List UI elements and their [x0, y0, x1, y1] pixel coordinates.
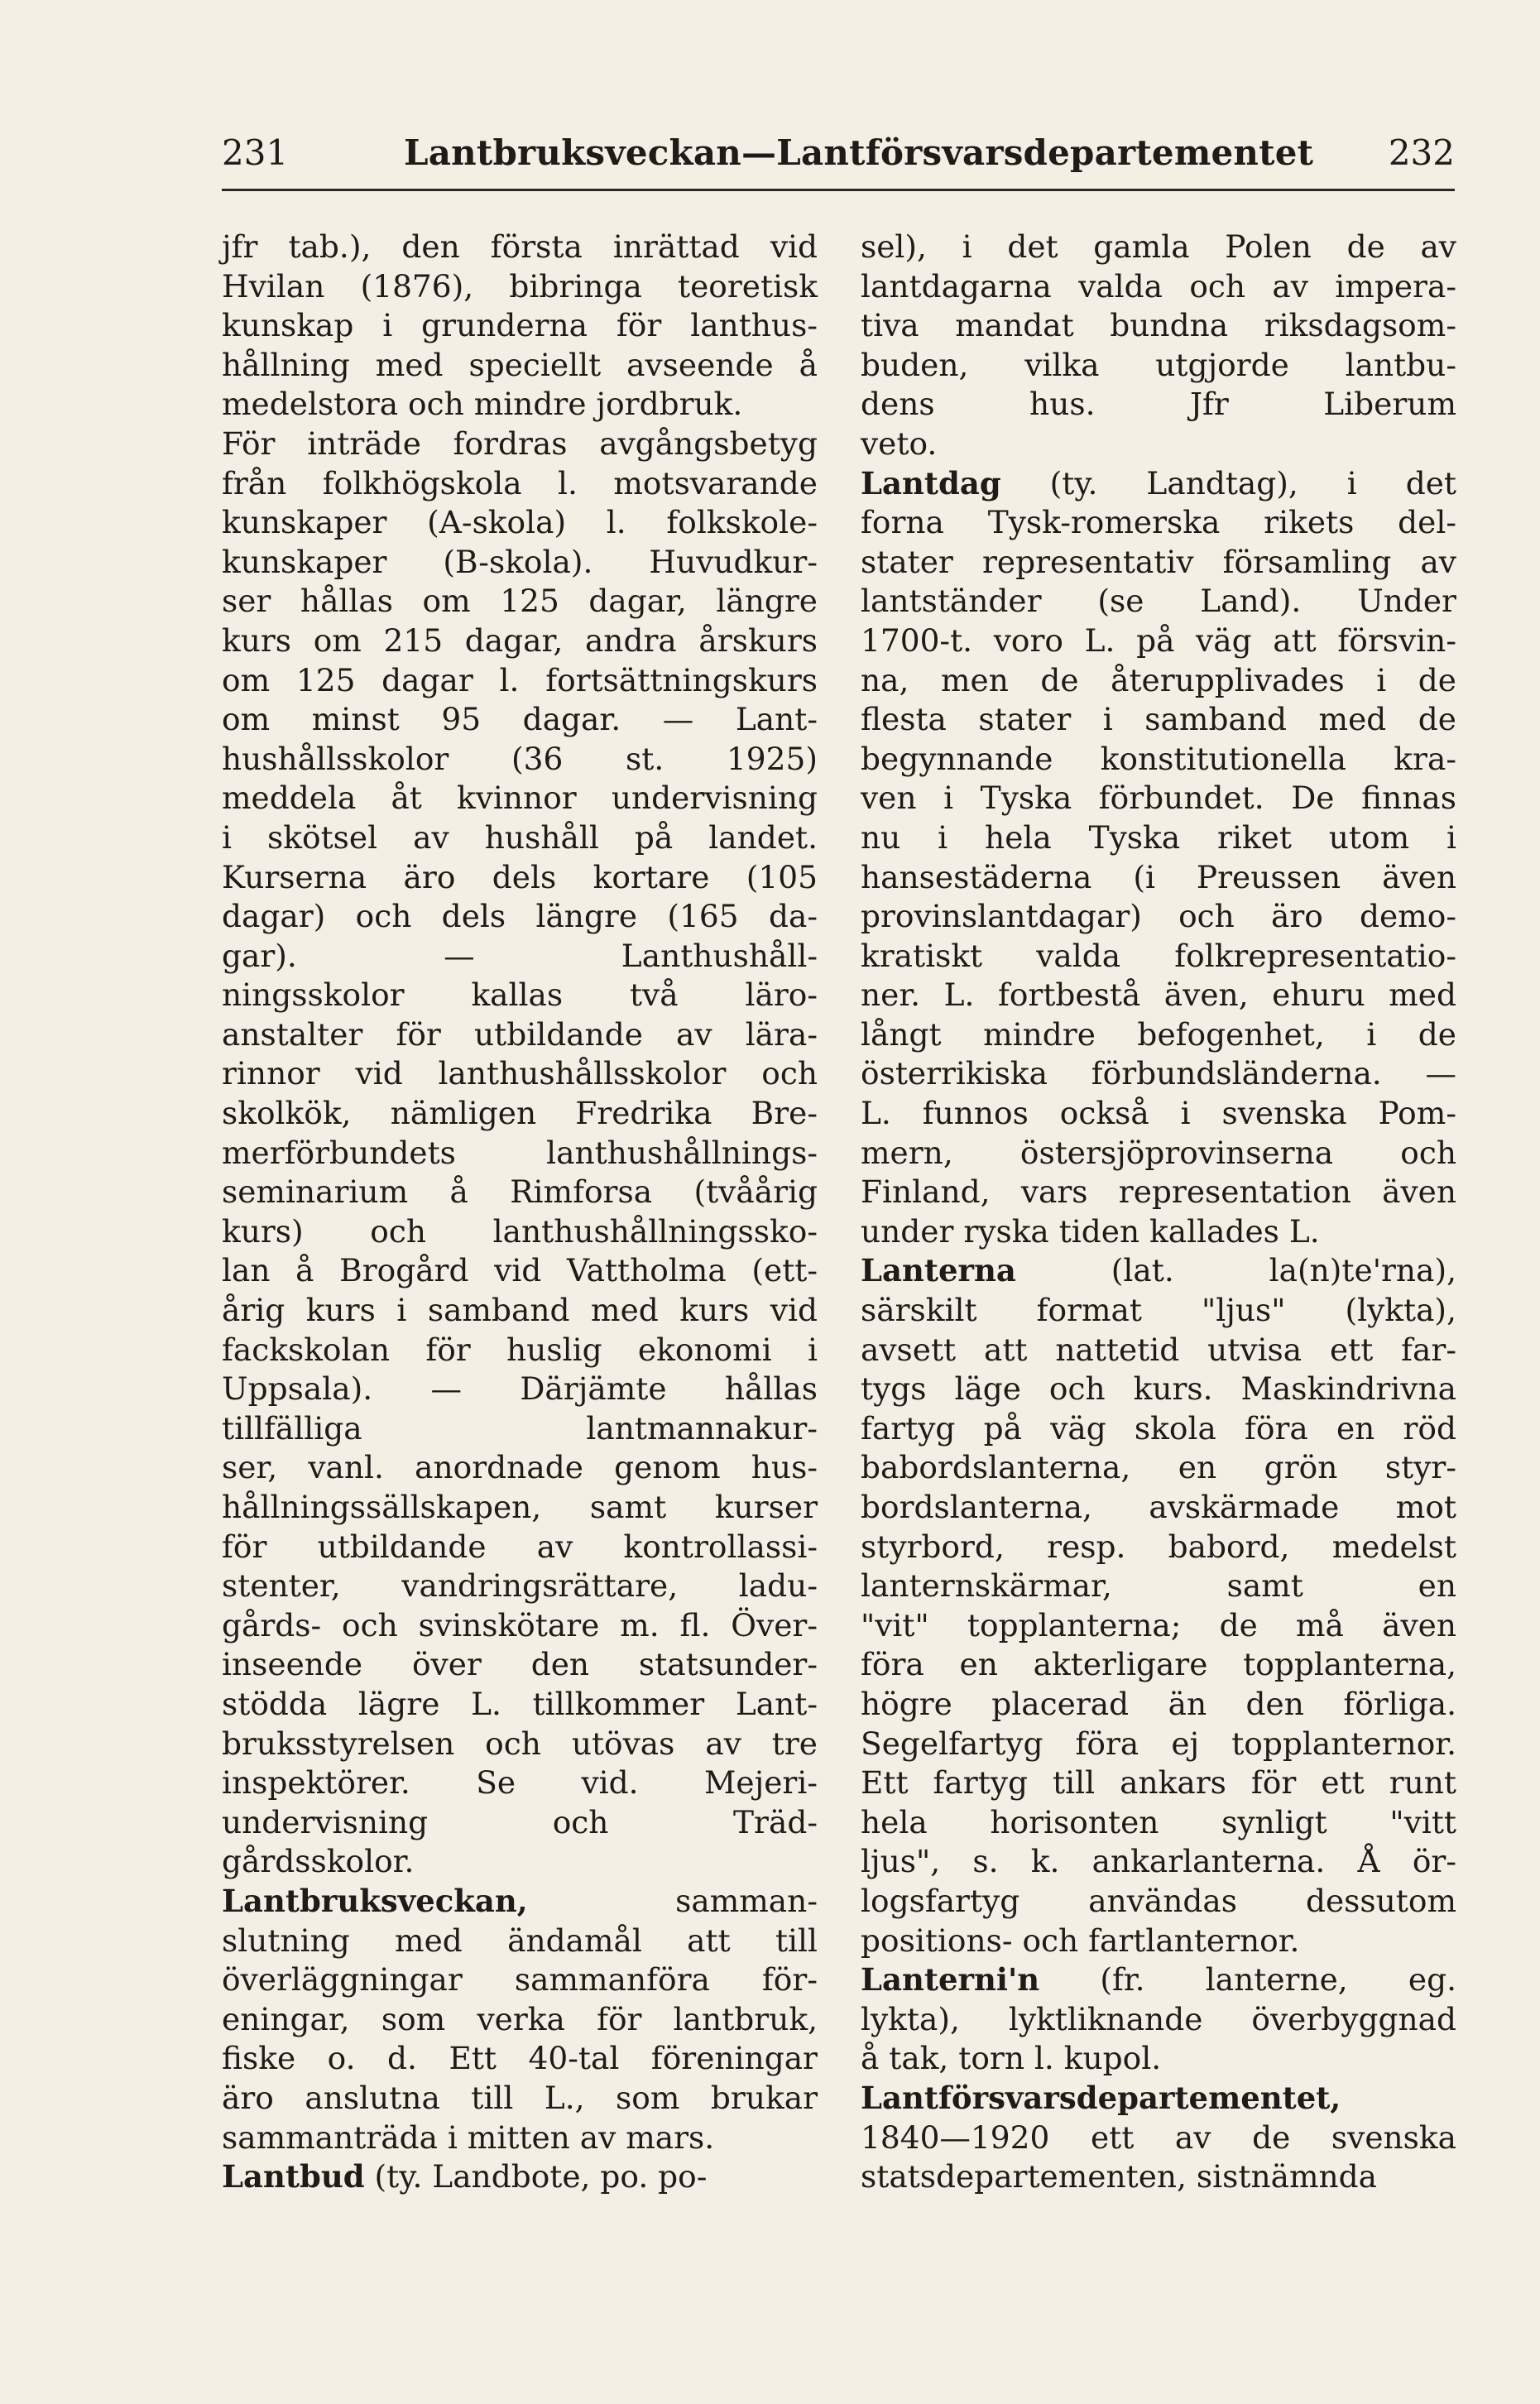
running-header — [222, 132, 1455, 190]
text-line: dagar) och dels längre (165 da- — [222, 898, 818, 935]
text-line: Uppsala). — Därjämte hållas — [222, 1370, 818, 1408]
text-line: föra en akterligare topplanterna, — [861, 1646, 1456, 1683]
text-line: avsett att nattetid utvisa ett far- — [861, 1331, 1456, 1368]
text-line: inspektörer. Se vid. Mejeri- — [222, 1764, 818, 1802]
text-line: för utbildande av kontrollassi- — [222, 1528, 818, 1565]
right-column — [861, 228, 1456, 2197]
text-line: seminarium å Rimforsa (tvåårig — [222, 1173, 818, 1211]
text-line: stenter, vandringsrättare, ladu- — [222, 1567, 818, 1605]
text-line: L. funnos också i svenska Pom- — [861, 1095, 1456, 1132]
text-line: Kurserna äro dels kortare (105 — [222, 858, 818, 895]
text-line: kurs om 215 dagar, andra årskurs — [222, 621, 818, 659]
text-line: styrbord, resp. babord, medelst — [861, 1528, 1456, 1565]
text-line: österrikiska förbundsländerna. — — [861, 1055, 1456, 1092]
text-line: lantständer (se Land). Under — [861, 583, 1456, 620]
text-line: ningsskolor kallas två läro- — [222, 976, 818, 1014]
text-line: långt mindre befogenhet, i de — [861, 1015, 1456, 1053]
text-line — [861, 2079, 1456, 2118]
text-line: forna Tysk-romerska rikets del- — [861, 504, 1456, 541]
text-line: Lanterna (lat. la(n)te'rna), — [861, 1252, 1456, 1289]
text-line: Lantbruksveckan, samman- — [222, 1882, 818, 1919]
text-line: högre placerad än den förliga. — [861, 1685, 1456, 1722]
text-line: inseende över den statsunder- — [222, 1646, 818, 1683]
text-line: sel), i det gamla Polen de av — [861, 228, 1456, 265]
text-line: lantdagarna valda och av impera- — [861, 267, 1456, 305]
text-line: lykta), lyktliknande överbyggnad — [861, 2000, 1456, 2037]
text-line: mern, östersjöprovinserna och — [861, 1134, 1456, 1171]
text-line: Segelfartyg föra ej topplanternor. — [861, 1725, 1456, 1762]
text-line: Lanterni'n (fr. lanterne, eg. — [861, 1961, 1456, 1999]
text-line: rinnor vid lanthushållsskolor och — [222, 1055, 818, 1092]
text-line: statsdepartementen, sistnämnda — [861, 2158, 1378, 2195]
text-line: hållningssällskapen, samt kurser — [222, 1489, 818, 1525]
text-line: stödda lägre L. tillkommer Lant- — [222, 1685, 818, 1722]
text-line: flesta stater i samband med de — [861, 701, 1456, 738]
text-line: kratiskt valda folkrepresentatio- — [861, 937, 1456, 974]
text-line: ser hållas om 125 dagar, längre — [222, 583, 818, 620]
text-line: bruksstyrelsen och utövas av tre — [222, 1725, 818, 1762]
text-line: meddela åt kvinnor undervisning — [222, 780, 818, 817]
text-line: gårdsskolor. — [222, 1843, 415, 1880]
text-line: ljus", s. k. ankarlanterna. Å ör- — [861, 1843, 1456, 1880]
text-line: under ryska tiden kallades L. — [861, 1212, 1320, 1250]
running-title: Lantbruksveckan—Lantförsvarsdepartementet — [404, 132, 1314, 173]
text-line: Lantdag (ty. Landtag), i det — [861, 464, 1456, 501]
text-line: kunskaper (B-skola). Huvudkur- — [222, 543, 818, 580]
text-line: fiske o. d. Ett 40-tal föreningar — [222, 2040, 818, 2077]
text-line: äro anslutna till L., som brukar — [222, 2079, 818, 2116]
text-line: hansestäderna (i Preussen även — [861, 858, 1456, 895]
text-line: hushållsskolor (36 st. 1925) — [222, 740, 818, 777]
text-line: ner. L. fortbestå även, ehuru med — [861, 976, 1456, 1014]
text-line: årig kurs i samband med kurs vid — [222, 1292, 818, 1329]
text-line: å tak, torn l. kupol. — [861, 2040, 1162, 2077]
text-line: anstalter för utbildande av lära- — [222, 1015, 818, 1053]
text-line: babordslanterna, en grön styr- — [861, 1449, 1456, 1486]
text-line: gårds- och svinskötare m. fl. Över- — [222, 1606, 818, 1643]
text-line: medelstora och mindre jordbruk. — [222, 386, 743, 423]
headword: Lantbud — [222, 2158, 365, 2195]
text-line: ven i Tyska förbundet. De finnas — [861, 780, 1456, 817]
headword: Lanterni'n — [861, 1961, 1040, 1999]
text-line: logsfartyg användas dessutom — [861, 1882, 1456, 1919]
text-line: undervisning och Träd- — [222, 1803, 818, 1840]
text-line: provinslantdagar) och äro demo- — [861, 898, 1456, 935]
headword: Lantdag — [861, 464, 1001, 501]
text-line: eningar, som verka för lantbruk, — [222, 2000, 818, 2037]
text-line: Finland, vars representation även — [861, 1173, 1456, 1211]
headword: Lanterna — [861, 1252, 1016, 1289]
text-line: lan å Brogård vid Vattholma (ett- — [222, 1252, 818, 1289]
left-column — [222, 228, 818, 2197]
text-line: ser, vanl. anordnade genom hus- — [222, 1449, 818, 1486]
left-page-number: 231 — [222, 132, 289, 173]
text-line: na, men de återupplivades i de — [861, 661, 1456, 698]
text-line: "vit" topplanterna; de må även — [861, 1606, 1456, 1643]
text-line: tygs läge och kurs. Maskindrivna — [861, 1370, 1456, 1408]
text-line: tiva mandat bundna riksdagsom- — [861, 307, 1456, 344]
text-line: slutning med ändamål att till — [222, 1922, 818, 1959]
text-line: kunskaper (A-skola) l. folkskole- — [222, 504, 818, 541]
text-line: lanternskärmar, samt en — [861, 1567, 1456, 1605]
headword: Lantbruksveckan, — [222, 1882, 528, 1919]
text-line: Ett fartyg till ankars för ett runt — [861, 1764, 1456, 1802]
text-line: hållning med speciellt avseende å — [222, 346, 818, 383]
text-line: 1700-t. voro L. på väg att försvin- — [861, 621, 1456, 659]
text-line: tillfälliga lantmannakur- — [222, 1409, 818, 1447]
text-line: särskilt format "ljus" (lykta), — [861, 1292, 1456, 1329]
text-line: buden, vilka utgjorde lantbu- — [861, 346, 1456, 383]
right-page-number: 232 — [1388, 132, 1455, 173]
text-line: 1840—1920 ett av de svenska — [861, 2118, 1456, 2156]
text-line: stater representativ församling av — [861, 543, 1456, 580]
text-line: överläggningar sammanföra för- — [222, 1961, 818, 1999]
text-line: om minst 95 dagar. — Lant- — [222, 701, 818, 738]
text-line: dens hus. Jfr Liberum — [861, 386, 1456, 423]
text-line: jfr tab.), den första inrättad vid — [222, 228, 818, 265]
text-line: merförbundets lanthushållnings- — [222, 1134, 818, 1171]
text-line: positions- och fartlanternor. — [861, 1922, 1300, 1959]
text-line: fackskolan för huslig ekonomi i — [222, 1331, 818, 1368]
headword: Lantförsvarsdepartementet, — [861, 2079, 1341, 2116]
text-line: hela horisonten synligt "vitt — [861, 1803, 1456, 1840]
text-line: Lantbud (ty. Landbote, po. po- — [222, 2158, 708, 2195]
text-line: nu i hela Tyska riket utom i — [861, 818, 1456, 856]
text-line: från folkhögskola l. motsvarande — [222, 464, 818, 501]
text-line: bordslanterna, avskärmade mot — [861, 1489, 1456, 1525]
text-line: om 125 dagar l. fortsättningskurs — [222, 661, 818, 698]
text-line: fartyg på väg skola föra en röd — [861, 1409, 1456, 1447]
text-line: kunskap i grunderna för lanthus- — [222, 307, 818, 344]
text-line: i skötsel av hushåll på landet. — [222, 818, 818, 856]
header-rule — [222, 189, 1455, 191]
text-line: kurs) och lanthushållningssko- — [222, 1212, 818, 1250]
text-line: Hvilan (1876), bibringa teoretisk — [222, 267, 818, 305]
text-line: sammanträda i mitten av mars. — [222, 2118, 715, 2156]
text-line: begynnande konstitutionella kra- — [861, 740, 1456, 777]
text-line: veto. — [861, 425, 938, 462]
text-line: gar). — Lanthushåll- — [222, 937, 818, 974]
text-line: skolkök, nämligen Fredrika Bre- — [222, 1095, 818, 1132]
text-line: För inträde fordras avgångsbetyg — [222, 425, 818, 462]
